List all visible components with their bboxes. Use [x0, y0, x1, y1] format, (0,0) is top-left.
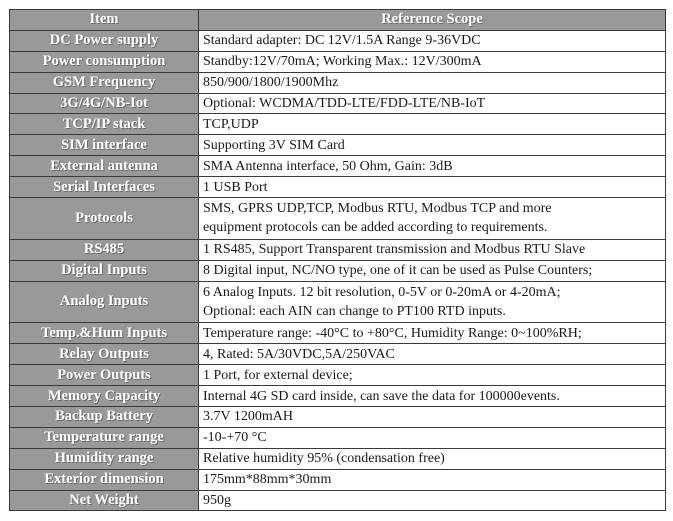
row-item: SIM interface [10, 135, 199, 156]
row-scope [199, 344, 666, 365]
table-row [10, 239, 666, 260]
row-item: DC Power supply [10, 30, 199, 51]
scope-line: 4, Rated: 5A/30VDC,5A/250VAC [203, 346, 395, 362]
scope-line: TCP,UDP [203, 116, 259, 132]
row-scope [199, 135, 666, 156]
row-scope [199, 239, 666, 260]
scope-line: 1 RS485, Support Transparent transmission and Modbus RTU Slave [203, 242, 586, 258]
scope-line: 8 Digital input, NC/NO type, one of it can be used as Pulse Counters; [203, 263, 593, 279]
row-scope [199, 490, 666, 511]
row-scope [199, 448, 666, 469]
scope-line: SMA Antenna interface, 50 Ohm, Gain: 3dB [203, 158, 453, 174]
row-scope [199, 30, 666, 51]
row-scope [199, 156, 666, 177]
row-item: RS485 [10, 239, 199, 260]
row-scope [199, 72, 666, 93]
row-item: Temperature range [10, 427, 199, 448]
table-row [10, 427, 666, 448]
row-scope [199, 198, 666, 240]
row-item: GSM Frequency [10, 72, 199, 93]
row-scope [199, 469, 666, 490]
row-scope [199, 281, 666, 323]
scope-line: 950g [203, 492, 231, 508]
row-scope [199, 323, 666, 344]
scope-line: Optional: each AIN can change to PT100 RTD inputs. [203, 303, 506, 319]
scope-line: 850/900/1800/1900Mhz [203, 75, 339, 91]
scope-line: SMS, GPRS UDP,TCP, Modbus RTU, Modbus TCP and more [203, 201, 552, 217]
scope-line: equipment protocols can be added according to requirements. [203, 220, 548, 236]
row-item: Protocols [10, 198, 199, 240]
row-scope [199, 51, 666, 72]
row-item: External antenna [10, 156, 199, 177]
header-scope: Reference Scope [199, 10, 666, 31]
table-row [10, 386, 666, 407]
scope-line: Supporting 3V SIM Card [203, 137, 345, 153]
scope-line: -10-+70 °C [203, 430, 267, 446]
table-row [10, 469, 666, 490]
header-item: Item [10, 10, 199, 31]
scope-line: 6 Analog Inputs. 12 bit resolution, 0-5V or 0-20mA or 4-20mA; [203, 284, 561, 300]
row-item: Serial Interfaces [10, 177, 199, 198]
scope-line: Internal 4G SD card inside, can save the data for 100000events. [203, 388, 560, 404]
scope-line: Standard adapter: DC 12V/1.5A Range 9-36VDC [203, 33, 481, 49]
scope-line: Relative humidity 95% (condensation free) [203, 451, 445, 467]
table-row [10, 406, 666, 427]
table-row [10, 30, 666, 51]
row-item: Memory Capacity [10, 386, 199, 407]
table-row [10, 281, 666, 323]
table-row [10, 72, 666, 93]
table-row [10, 114, 666, 135]
table-row [10, 365, 666, 386]
table-row [10, 135, 666, 156]
table-row [10, 198, 666, 240]
table-row [10, 93, 666, 114]
table-row [10, 344, 666, 365]
row-scope [199, 406, 666, 427]
scope-line: 1 Port, for external device; [203, 367, 353, 383]
table-row [10, 177, 666, 198]
scope-line: Standby:12V/70mA; Working Max.: 12V/300mA [203, 54, 482, 70]
row-scope [199, 177, 666, 198]
table-row [10, 156, 666, 177]
row-item: Power Outputs [10, 365, 199, 386]
row-item: Backup Battery [10, 406, 199, 427]
row-scope [199, 427, 666, 448]
row-item: Analog Inputs [10, 281, 199, 323]
row-scope [199, 260, 666, 281]
row-item: 3G/4G/NB-Iot [10, 93, 199, 114]
table-row [10, 51, 666, 72]
row-item: Power consumption [10, 51, 199, 72]
table-row [10, 260, 666, 281]
row-item: Relay Outputs [10, 344, 199, 365]
row-scope [199, 365, 666, 386]
row-scope [199, 114, 666, 135]
table-row [10, 323, 666, 344]
scope-line: Temperature range: -40°C to +80°C, Humidity Range: 0~100%RH; [203, 325, 582, 341]
spec-table [9, 9, 666, 511]
row-item: Digital Inputs [10, 260, 199, 281]
row-item: Humidity range [10, 448, 199, 469]
row-item: TCP/IP stack [10, 114, 199, 135]
header-row [10, 10, 666, 31]
table-row [10, 448, 666, 469]
scope-line: 175mm*88mm*30mm [203, 472, 332, 488]
row-scope [199, 386, 666, 407]
table-row [10, 490, 666, 511]
row-item: Net Weight [10, 490, 199, 511]
row-item: Exterior dimension [10, 469, 199, 490]
row-scope [199, 93, 666, 114]
scope-line: Optional: WCDMA/TDD-LTE/FDD-LTE/NB-IoT [203, 96, 486, 111]
row-item: Temp.&Hum Inputs [10, 323, 199, 344]
scope-line: 3.7V 1200mAH [203, 409, 293, 425]
scope-line: 1 USB Port [203, 179, 268, 195]
